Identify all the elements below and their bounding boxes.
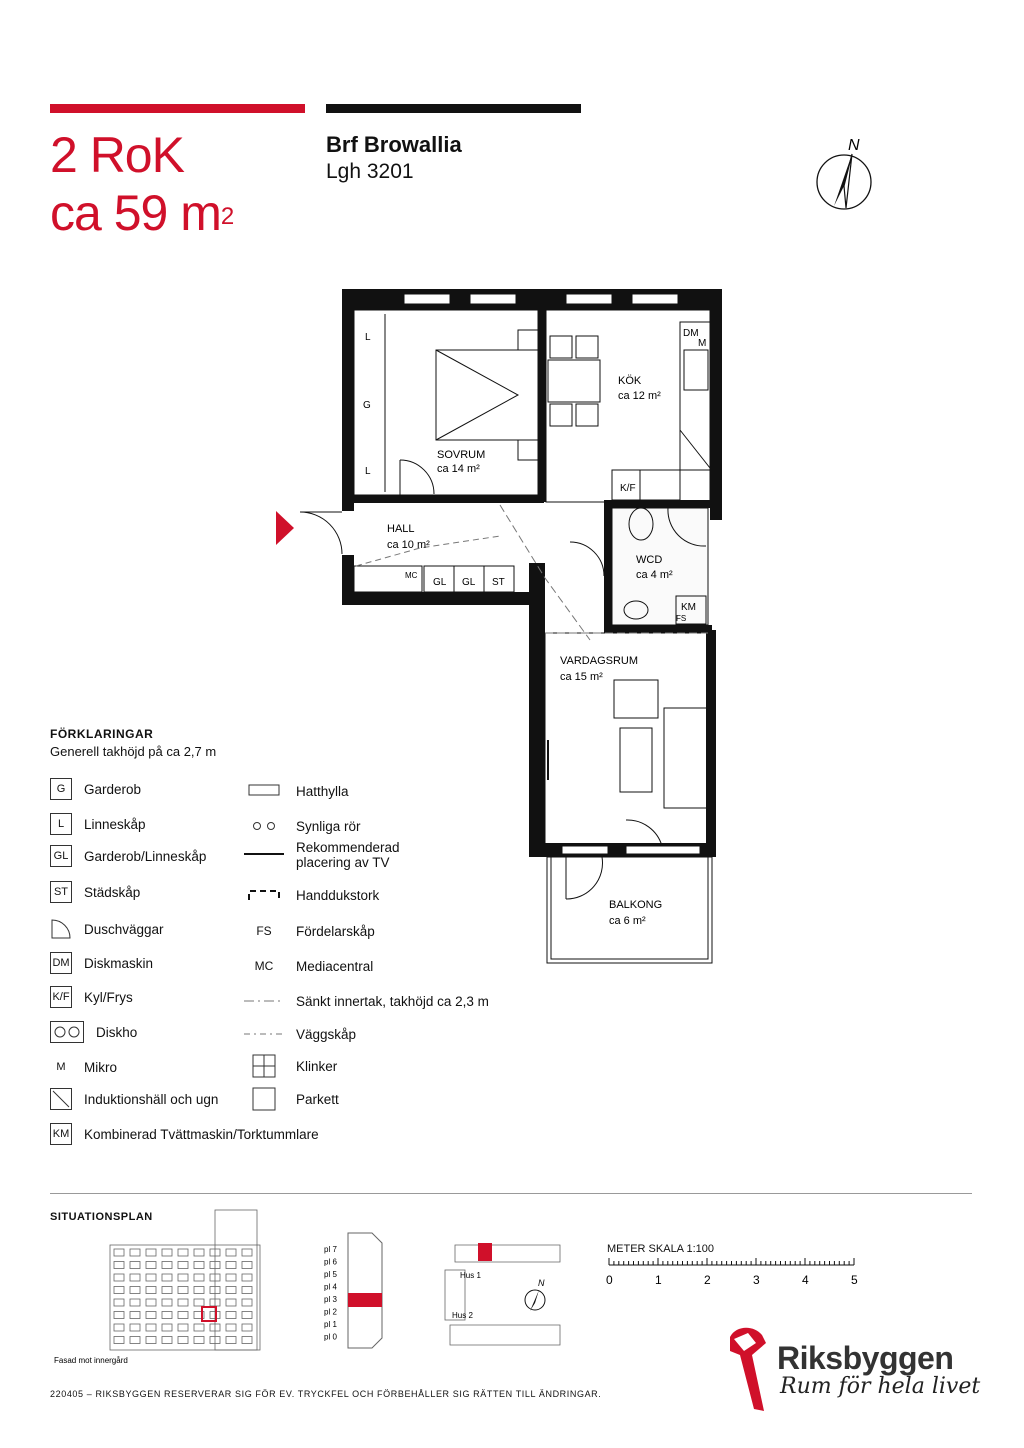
scale-title: METER SKALA 1:100 xyxy=(607,1243,714,1255)
legend-text: Handdukstork xyxy=(296,887,380,903)
legend-text: Induktionshäll och ugn xyxy=(84,1091,219,1107)
room-balkong-name: BALKONG xyxy=(609,899,663,911)
lowered-ceiling-line-icon xyxy=(244,990,284,1012)
legend-item xyxy=(50,1021,137,1043)
legend-text: Parkett xyxy=(296,1091,339,1107)
room-sovrum-name: SOVRUM xyxy=(437,449,486,461)
accent-bar-red xyxy=(50,104,305,113)
room-hall-name: HALL xyxy=(387,523,415,535)
legend-item xyxy=(244,990,489,1012)
scale-tick-label: 2 xyxy=(704,1273,711,1287)
legend-text: Garderob/Linneskåp xyxy=(84,848,207,864)
apartment-heading xyxy=(50,126,233,242)
label-m: M xyxy=(698,338,707,349)
legend-text: Linneskåp xyxy=(84,816,146,832)
legend-code: ST xyxy=(50,881,72,903)
label-st: ST xyxy=(492,577,505,588)
legend-text: Mikro xyxy=(84,1059,117,1075)
legend-text: Städskåp xyxy=(84,884,141,900)
legend-text: Fördelarskåp xyxy=(296,923,375,939)
legend-item xyxy=(50,1123,319,1145)
legend-item xyxy=(50,1056,117,1078)
legend-item xyxy=(50,918,164,940)
legend-text: Diskho xyxy=(96,1024,138,1040)
legend-code: G xyxy=(50,778,72,800)
facade-caption: Fasad mot innergård xyxy=(54,1356,128,1365)
room-wcd-area: ca 4 m² xyxy=(636,569,673,581)
legend-text: Kombinerad Tvättmaskin/Torktummlare xyxy=(84,1126,319,1142)
floor-label: pl 0 xyxy=(324,1332,337,1342)
room-hall-area: ca 10 m² xyxy=(387,539,430,551)
legend-text xyxy=(296,840,400,870)
legend-code: L xyxy=(50,813,72,835)
hat-shelf-icon xyxy=(244,780,284,802)
riksbyggen-logo-icon xyxy=(726,1325,772,1413)
shower-icon xyxy=(50,918,72,940)
legend-item xyxy=(50,952,153,974)
label-gl2: GL xyxy=(462,577,476,588)
room-kok-name: KÖK xyxy=(618,375,642,387)
scale-bar xyxy=(600,1255,870,1295)
legend-item xyxy=(244,1088,339,1110)
legend-text: Garderob xyxy=(84,781,142,797)
legend-item xyxy=(50,1088,218,1110)
legend-text: Synliga rör xyxy=(296,818,361,834)
legend-code: K/F xyxy=(50,986,72,1008)
legend-item xyxy=(244,840,400,870)
hus2-label: Hus 2 xyxy=(452,1311,473,1320)
entrance-arrow-icon xyxy=(276,511,294,545)
site-north-icon xyxy=(530,1290,539,1311)
legend-text: Klinker xyxy=(296,1058,338,1074)
scale-tick-label: 4 xyxy=(802,1273,809,1287)
floor-label: pl 1 xyxy=(324,1320,337,1329)
hob-icon xyxy=(50,1088,72,1110)
room-vardagsrum-area: ca 15 m² xyxy=(560,671,603,683)
label-fs: FS xyxy=(676,614,687,623)
legend-text-line2: placering av TV xyxy=(296,855,390,870)
scale-tick-label: 1 xyxy=(655,1273,662,1287)
floor-label: pl 7 xyxy=(324,1245,337,1254)
wall-cabinet-line-icon xyxy=(244,1023,284,1045)
tile-icon xyxy=(244,1055,284,1077)
legend-item xyxy=(244,1023,356,1045)
unit-number: Lgh 3201 xyxy=(326,160,414,183)
site-plan xyxy=(420,1235,570,1355)
legend-text-line1: Rekommenderad xyxy=(296,840,400,855)
legend-item xyxy=(50,881,140,903)
site-north-label: N xyxy=(538,1278,545,1288)
footer-disclaimer: 220405 – RIKSBYGGEN RESERVERAR SIG FÖR EV. TRYCKFEL OCH FÖRBEHÅLLER SIG RÄTTEN TILL ÄNDRINGAR. xyxy=(50,1389,602,1399)
sink-icon xyxy=(50,1021,84,1043)
legend-code: M xyxy=(56,1061,66,1073)
hus1-label: Hus 1 xyxy=(460,1271,481,1280)
brand-slogan: Rum för hela livet xyxy=(780,1374,981,1399)
north-label: N xyxy=(848,137,860,154)
situation-title: SITUATIONSPLAN xyxy=(50,1211,153,1223)
towel-rail-icon xyxy=(244,884,284,906)
facade-drawing xyxy=(50,1205,270,1367)
legend-text: Diskmaskin xyxy=(84,955,154,971)
floor-stack-diagram xyxy=(322,1228,392,1353)
legend-item xyxy=(244,920,375,942)
label-km: KM xyxy=(681,602,696,613)
tv-icon xyxy=(244,844,284,866)
room-sovrum-area: ca 14 m² xyxy=(437,463,480,475)
floor-label: pl 2 xyxy=(324,1307,337,1317)
legend-subtitle: Generell takhöjd på ca 2,7 m xyxy=(50,744,217,759)
legend-code: KM xyxy=(50,1123,72,1145)
north-compass-icon xyxy=(812,134,878,214)
room-wcd-name: WCD xyxy=(636,554,663,566)
legend-text: Hatthylla xyxy=(296,783,349,799)
scale-tick-label: 0 xyxy=(606,1273,613,1287)
legend-item xyxy=(50,813,146,835)
legend-item xyxy=(244,780,349,802)
apartment-type: 2 RoK xyxy=(50,127,184,183)
room-balkong-area: ca 6 m² xyxy=(609,915,646,927)
divider xyxy=(50,1193,972,1194)
label-mc: MC xyxy=(405,571,418,580)
project-name: Brf Browallia xyxy=(326,132,462,157)
floor-label: pl 4 xyxy=(324,1282,337,1292)
scale-tick-label: 3 xyxy=(753,1273,760,1287)
legend-item xyxy=(244,815,361,837)
room-vardagsrum-name: VARDAGSRUM xyxy=(560,655,639,667)
label-dm: DM xyxy=(683,328,699,339)
legend-text: Kyl/Frys xyxy=(84,989,133,1005)
brand-name: Riksbyggen xyxy=(777,1340,954,1376)
legend-code: MC xyxy=(254,959,274,973)
accent-bar-black xyxy=(326,104,581,113)
legend-item xyxy=(244,955,373,977)
floor-plan xyxy=(270,280,740,980)
legend-text: Väggskåp xyxy=(296,1026,357,1042)
label-kf: K/F xyxy=(620,483,636,494)
legend-title: FÖRKLARINGAR xyxy=(50,727,154,741)
label-l2: L xyxy=(365,466,371,477)
pipes-icon xyxy=(244,815,284,837)
legend-text: Mediacentral xyxy=(296,958,374,974)
room-kok-area: ca 12 m² xyxy=(618,390,661,402)
legend-code: FS xyxy=(256,924,272,938)
legend-item xyxy=(244,884,379,906)
floor-label: pl 3 xyxy=(324,1295,337,1304)
floor-label: pl 6 xyxy=(324,1257,337,1267)
legend-code: DM xyxy=(50,952,72,974)
label-g: G xyxy=(363,400,371,411)
legend-item xyxy=(50,845,206,867)
label-l1: L xyxy=(365,332,371,343)
floor-label: pl 5 xyxy=(324,1270,337,1279)
label-gl1: GL xyxy=(433,577,447,588)
legend-text: Duschväggar xyxy=(84,921,164,937)
parquet-icon xyxy=(244,1088,284,1110)
legend-code: GL xyxy=(50,845,72,867)
legend-text: Sänkt innertak, takhöjd ca 2,3 m xyxy=(296,993,489,1009)
scale-tick-label: 5 xyxy=(851,1273,858,1287)
legend-item xyxy=(50,986,133,1008)
legend-item xyxy=(244,1055,337,1077)
legend-item xyxy=(50,778,141,800)
apartment-area: ca 59 $m^2$ xyxy=(50,185,234,241)
